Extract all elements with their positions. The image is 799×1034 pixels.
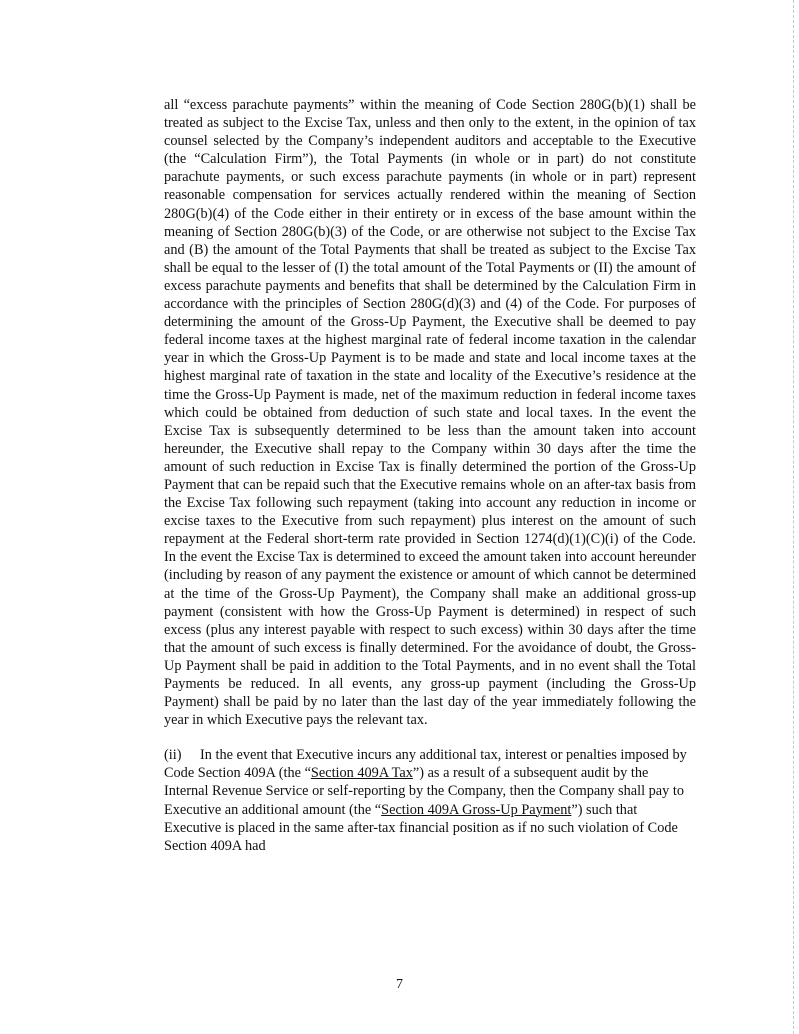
page-number: 7 [396,977,403,992]
paragraph-continuation: all “excess parachute payments” within the meaning of Code Section 280G(b)(1) shall be treated as subject to the Excise Tax, unless and then only to the extent, in the opinion of tax counsel selected by the Company’s independent auditors and acceptable to the Executive (the “Calculation Firm”), the Total Payments (in whole or in part) do not constitute parachute payments, or such excess parachute payments (in whole or in part) represent reasonable compensation for services actually rendered within the meaning of Section 280G(b)(4) of the Code either in their entirety or in excess of the base amount within the meaning of Section 280G(b)(3) of the Code, or are otherwise not subject to the Excise Tax and (B) the amount of the Total Payments that shall be treated as subject to the Excise Tax shall be equal to the lesser of (I) the total amount of the Total Payments or (II) the amount of excess parachute payments and benefits that shall be determined by the Calculation Firm in accordance with the principles of Section 280G(d)(3) and (4) of the Code. For purposes of determining the amount of the Gross-Up Payment, the Executive shall be deemed to pay federal income taxes at the highest marginal rate of federal income taxation in the calendar year in which the Gross-Up Payment is to be made and state and local income taxes at the highest marginal rate of taxation in the state and locality of the Executive’s residence at the time the Gross-Up Payment is made, net of the maximum reduction in federal income taxes which could be obtained from deduction of such state and local taxes. In the event the Excise Tax is subsequently determined to be less than the amount taken into account hereunder, the Executive shall repay to the Company within 30 days after the time the amount of such reduction in Excise Tax is finally determined the portion of the Gross-Up Payment that can be repaid such that the Executive remains whole on an after-tax basis from the Excise Tax following such repayment (taking into account any reduction in income or excise taxes to the Executive from such repayment) plus interest on the amount of such repayment at the Federal short-term rate provided in Section 1274(d)(1)(C)(i) of the Code. In the event the Excise Tax is determined to exceed the amount taken into account hereunder (including by reason of any payment the existence or amount of which cannot be determined at the time of the Gross-Up Payment), the Company shall make an additional gross-up payment (consistent with how the Gross-Up Payment is determined) in respect of such excess (plus any interest payable with respect to such excess) within 30 days after the time that the amount of such excess is finally determined. For the avoidance of doubt, the Gross-Up Payment shall be paid in addition to the Total Payments, and in no event shall the Total Payments be reduced. In all events, any gross-up payment (including the Gross-Up Payment) shall be paid by no later than the last day of the year immediately following the year in which Executive pays the relevant tax. [164,97,696,729]
section-marker: (ii) [164,747,182,764]
section-ii-text-1: In the event that Executive incurs any additional tax, interest or penalties imposed by Code Section 409A (the “ [164,747,687,782]
paragraph-section-ii [164,746,696,855]
defined-term-409a-tax: Section 409A Tax [310,765,413,782]
section-ii-text-2: ”) as a result of a subsequent audit by the Internal Revenue Service or self-reporting by the Company, then the Company shall pay to Executive an additional amount (the “ [164,765,684,818]
section-ii-text-3: ”) such that Executive is placed in the same after-tax financial position as if no such violation of Code Section 409A had [164,801,678,854]
scan-edge-line [792,0,794,1034]
document-page [164,96,696,855]
defined-term-409a-gross-up-payment: Section 409A Gross-Up Payment [381,801,572,818]
